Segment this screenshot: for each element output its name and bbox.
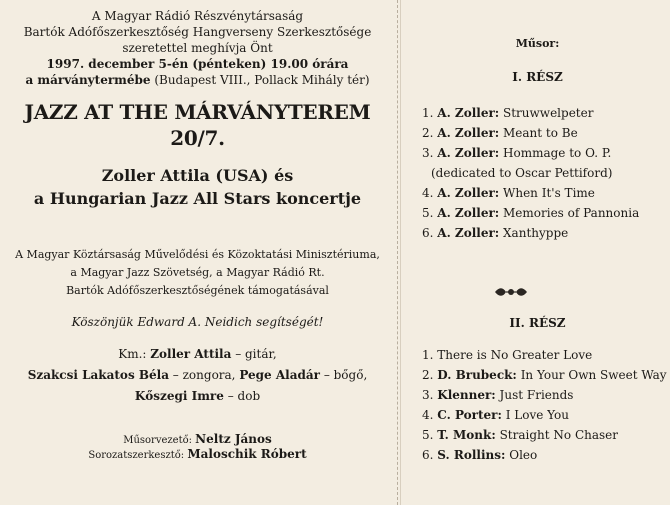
item-number: 5. xyxy=(422,428,438,442)
venue-address: (Budapest VIII., Pollack Mihály tér) xyxy=(150,73,370,87)
part-one-heading: I. RÉSZ xyxy=(512,70,563,84)
program-item xyxy=(422,226,568,240)
item-piece: Hommage to O. P. xyxy=(499,146,612,160)
item-number: 4. xyxy=(422,186,438,200)
program-item xyxy=(422,428,618,442)
program-item xyxy=(422,206,639,220)
program-item xyxy=(422,448,537,462)
item-number: 6. xyxy=(422,226,438,240)
invite-line: szeretettel meghívja Önt xyxy=(122,41,273,55)
program-item xyxy=(431,166,612,180)
host-label: Műsorvezető: xyxy=(123,435,196,446)
item-piece: Xanthyppe xyxy=(499,226,569,240)
event-number: 20/7. xyxy=(170,126,225,150)
organizer-dept-line: Bartók Adófőszerkesztőség Hangverseny Szerkesztősége xyxy=(23,25,372,39)
item-composer: A. Zoller: xyxy=(437,146,500,160)
program-panel xyxy=(405,0,670,505)
event-title: JAZZ AT THE MÁRVÁNYTEREM xyxy=(24,100,371,124)
item-composer: D. Brubeck: xyxy=(437,368,517,382)
program-item xyxy=(422,146,611,160)
item-number: 6. xyxy=(422,448,438,462)
support-line-2: a Magyar Jazz Szövetség, a Magyar Rádió Rt. xyxy=(70,266,325,279)
item-piece: Oleo xyxy=(505,448,538,462)
editor-line xyxy=(0,448,395,462)
item-number: 1. xyxy=(422,348,438,362)
item-piece: (dedicated to Oscar Pettiford) xyxy=(431,166,613,180)
item-composer: A. Zoller: xyxy=(437,126,500,140)
item-composer: A. Zoller: xyxy=(437,186,500,200)
thanks-line: Köszönjük Edward A. Neidich segítségét! xyxy=(71,315,324,329)
item-composer: C. Porter: xyxy=(437,408,502,422)
venue-line xyxy=(0,73,395,87)
musicians-line-3 xyxy=(0,389,395,403)
item-number: 2. xyxy=(422,368,438,382)
musician-name: Zoller Attila xyxy=(150,347,232,361)
program-item xyxy=(422,348,592,362)
host-name: Neltz János xyxy=(195,432,272,446)
ornament-icon xyxy=(493,285,529,299)
host-line xyxy=(0,433,395,447)
program-heading: Műsor: xyxy=(515,37,560,50)
program-item xyxy=(422,186,595,200)
program-item xyxy=(422,106,593,120)
editor-name: Maloschik Róbert xyxy=(187,447,307,461)
support-line-3: Bartók Adófőszerkesztőségének támogatásával xyxy=(66,284,329,297)
program-item xyxy=(422,126,578,140)
item-composer: A. Zoller: xyxy=(437,226,500,240)
item-composer: Klenner: xyxy=(437,388,496,402)
musician-name: Szakcsi Lakatos Béla xyxy=(27,368,169,382)
item-number: 5. xyxy=(422,206,438,220)
item-piece: Just Friends xyxy=(495,388,574,402)
item-composer: A. Zoller: xyxy=(437,106,500,120)
item-piece: Meant to Be xyxy=(499,126,578,140)
item-composer: S. Rollins: xyxy=(437,448,506,462)
fold-shadow xyxy=(400,0,401,505)
event-subtitle-1: Zoller Attila (USA) és xyxy=(101,166,294,185)
item-piece: Struwwelpeter xyxy=(499,106,594,120)
item-piece: In Your Own Sweet Way xyxy=(516,368,667,382)
date-line: 1997. december 5-én (pénteken) 19.00 órára xyxy=(46,57,349,71)
program-item xyxy=(422,368,667,382)
program-item xyxy=(422,408,569,422)
km-label: Km.: xyxy=(118,347,151,361)
organizer-line: A Magyar Rádió Részvénytársaság xyxy=(91,9,304,23)
musicians-line-1 xyxy=(0,347,395,361)
musician-role: – gitár, xyxy=(231,347,277,361)
event-subtitle-2: a Hungarian Jazz All Stars koncertje xyxy=(33,189,362,208)
musician-name: Kőszegi Imre xyxy=(134,389,224,403)
item-number: 3. xyxy=(422,388,438,402)
item-piece: Straight No Chaser xyxy=(495,428,618,442)
item-composer: A. Zoller: xyxy=(437,206,500,220)
program-item xyxy=(422,388,573,402)
item-composer: T. Monk: xyxy=(437,428,496,442)
musician-name: Pege Aladár xyxy=(239,368,320,382)
item-number: 3. xyxy=(422,146,438,160)
editor-label: Sorozatszerkesztő: xyxy=(88,450,188,461)
venue-bold: a márványtermébe xyxy=(25,73,151,87)
item-piece: I Love You xyxy=(501,408,570,422)
part-two-heading: II. RÉSZ xyxy=(509,316,566,330)
item-piece: Memories of Pannonia xyxy=(499,206,640,220)
musicians-line-2 xyxy=(0,368,395,382)
item-number: 2. xyxy=(422,126,438,140)
item-piece: There is No Greater Love xyxy=(437,348,593,362)
musician-role: – bőgő, xyxy=(320,368,368,382)
support-line-1: A Magyar Köztársaság Művelődési és Közoktatási Minisztériuma, xyxy=(15,248,380,261)
item-number: 1. xyxy=(422,106,438,120)
fold-line xyxy=(397,0,398,505)
musician-role: – zongora, xyxy=(168,368,240,382)
item-number: 4. xyxy=(422,408,438,422)
musician-role: – dob xyxy=(223,389,261,403)
item-piece: When It's Time xyxy=(499,186,595,200)
